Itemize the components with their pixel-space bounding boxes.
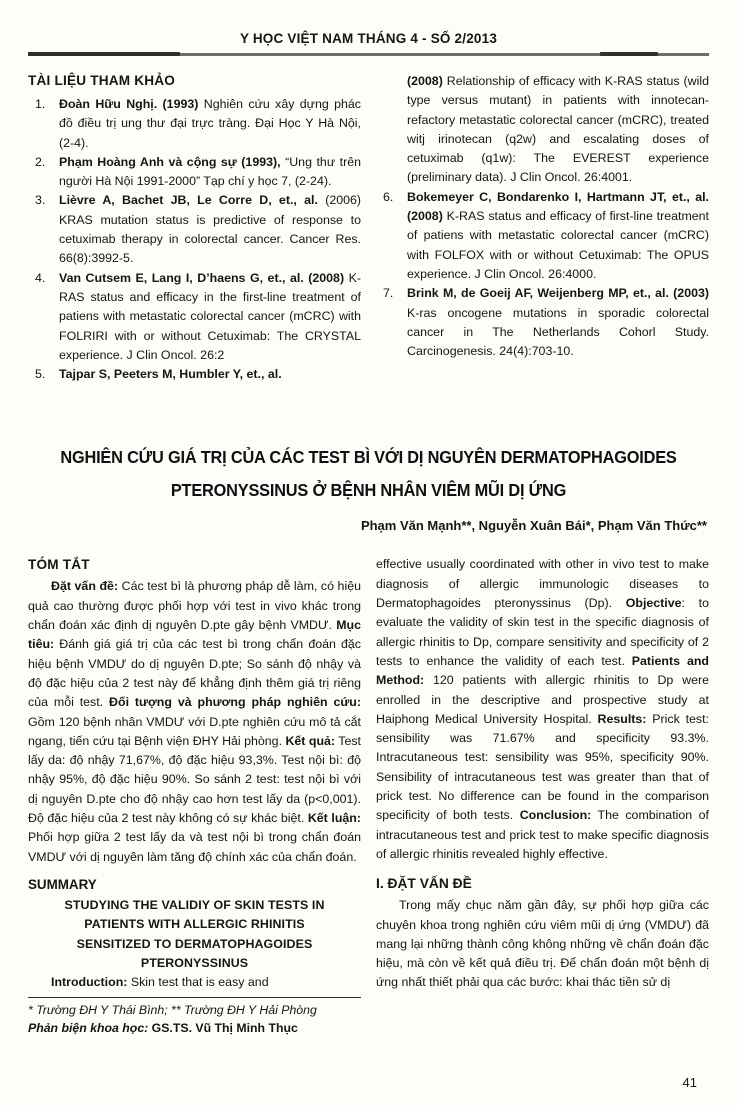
run-text: Đánh giá giá trị của các test bì trong chẩn đoán đặc hiệu bệnh VMDƯ do dị nguyên D.pte; So sánh độ nhậy và độ đặc hiệu của 2 test này để khẳng định thêm giá trị riêng của mỗi test.	[28, 637, 361, 710]
reference-item-5	[28, 365, 361, 384]
header-rule	[28, 53, 709, 56]
reference-number: 3.	[35, 193, 46, 208]
reference-number: 2.	[35, 154, 46, 169]
reference-year: (2008)	[407, 74, 443, 88]
reference-number: 1.	[35, 97, 46, 111]
page-number: 41	[682, 1075, 697, 1090]
run-text: effective usually coordinated with other in vivo test to make diagnosis of allergic immunologic diseases to Dermatophagoides pteronyssinus (Dp).	[376, 557, 709, 611]
reference-text	[59, 269, 361, 365]
footnote	[28, 997, 361, 1037]
run-label: Kết quả:	[285, 733, 336, 748]
reference-body-text: “Ung thư trên người Hà Nội 1991-2000” Tạp chí y học 7, (2-24).	[59, 154, 361, 189]
reference-number: 7.	[383, 286, 394, 301]
reference-author: Bokemeyer C, Bondarenko I, Hartmann JT, et., al. (2008)	[407, 189, 709, 224]
footnote-reviewer	[28, 1020, 361, 1038]
summary-subtitle-line-3: SENSITIZED TO DERMATOPHAGOIDES	[76, 936, 313, 951]
run-label: Mục tiêu:	[28, 618, 361, 652]
article-authors: Phạm Văn Mạnh**, Nguyễn Xuân Bái*, Phạm Văn Thức**	[360, 518, 707, 534]
reference-item-5-continuation	[376, 72, 709, 188]
run-label: Results:	[597, 711, 647, 726]
run-label: Objective	[625, 596, 682, 611]
article-title	[0, 441, 737, 507]
body-right-column	[376, 555, 709, 992]
run-label: Đặt vấn đề:	[51, 579, 119, 594]
summary-intro-line	[28, 973, 361, 992]
run-text: The combination of intracutaneous test and prick test to make specific diagnosis of allergic rhinitis revealed highly effective.	[376, 808, 709, 861]
reference-number: 6.	[383, 189, 394, 204]
reference-text	[59, 191, 361, 268]
reference-body-text: K-RAS status and efficacy of first-line treatment of patiens with metastatic colorectal cancer (mCRC) with FOLFOX with or without Cetuximab: The OPUS experience. J Clin Oncol. 26:4000.	[407, 209, 709, 281]
run-text: Phối hợp giữa 2 test lấy da và test nội bì trong chẩn đoán VMDƯ với dị nguyên làm tăng độ chính xác của chẩn đoán.	[28, 830, 361, 864]
references-right-column	[376, 56, 709, 361]
reference-body-text: Relationship of efficacy with K-RAS status (wild type versus mutant) in patients with innotecan-refactory metastatic colorectal cancer (mCRC), treated witj irinotecan (q2w) and escalating doses of cetuximab (q1w): The EVEREST experience (preliminary data). J Clin Oncol. 26:4001.	[407, 74, 709, 185]
run-text: : to evaluate the validity of skin test in the specific diagnosis of allergic rhinitis to Dp, compare sensitivity and specificity of 2 tests to enhance the validity of each test.	[376, 596, 710, 668]
run-label: Kết luận:	[307, 811, 361, 826]
article-title-line-2: PTERONYSSINUS Ở BỆNH NHÂN VIÊM MŨI DỊ ỨNG	[170, 480, 567, 501]
summary-subtitle-line-1: STUDYING THE VALIDIY OF SKIN TESTS IN	[64, 897, 325, 912]
reference-item-4	[28, 269, 361, 365]
reference-author: Phạm Hoàng Anh và cộng sự (1993),	[59, 154, 281, 169]
run-text: Test lấy da: độ nhậy 71,67%, độ đặc hiệu 93,3%. Test nội bì: độ nhậy 95%, độ đặc hiệu 90%. So sánh 2 test: test nội bì với dị nguyên D.pte cho độ nhậy cao hơn test lấy da (p<0,001). Độ đặc hiệu của 2 test này không có sự khác biệt.	[28, 733, 361, 826]
article-title-line-1: NGHIÊN CỨU GIÁ TRỊ CỦA CÁC TEST BÌ VỚI DỊ NGUYÊN DERMATOPHAGOIDES	[60, 447, 677, 468]
section-1-paragraph: Trong mấy chục năm gần đây, sự phối hợp giữa các chuyên khoa trong nghiên cứu viêm mũi dị ứng (VMDƯ) đã mang lại những thành công không những về chẩn đoán đặc hiệu, mà còn về kết quả điều trị. Để chẩn đoán một bệnh dị ứng nhất thiết phải qua các bước: khai thác tiền sử dị	[376, 898, 709, 990]
summary-subtitle-line-2: PATIENTS WITH ALLERGIC RHINITIS	[84, 917, 305, 932]
run-text: Skin test that is easy and	[127, 975, 269, 990]
reference-author: Tajpar S, Peeters M, Humbler Y, et., al.	[59, 367, 282, 382]
reference-body-text: (2006) KRAS mutation status is predictive of response to cetuximab therapy in colorectal cancer. Cancer Res. 66(8):3992-5.	[59, 193, 362, 266]
reference-author: Van Cutsem E, Lang I, D’haens G, et., al. (2008)	[59, 270, 345, 285]
run-label: Conclusion:	[519, 808, 592, 823]
reference-item-6	[376, 188, 709, 284]
reference-author: Lièvre A, Bachet JB, Le Corre D, et., al.	[59, 193, 318, 208]
reference-body-text: Nghiên cứu xây dựng phác đồ điều trị ung thư đại trực tràng. Đại Học Y Hà Nội, (2-4).	[59, 97, 361, 150]
run-text: Prick test: sensibility was 71.67% and specificity 93.3%. Intracutaneous test: sensibility was 95%, specificity 90%. Sensibility of intracutaneous test was greater than that of prick test. No difference can be found in the comparison specificity of both tests.	[376, 711, 709, 823]
journal-header-title: Y HỌC VIỆT NAM THÁNG 4 - SỐ 2/2013	[239, 31, 498, 46]
article-body	[0, 555, 737, 1037]
reference-text	[59, 365, 361, 384]
reference-item-3	[28, 191, 361, 268]
reference-text	[407, 188, 709, 284]
run-label: Đối tượng và phương pháp nghiên cứu:	[109, 695, 362, 710]
reference-text	[59, 95, 361, 153]
reference-body-text: K-RAS status and efficacy in the first-line treatment of patiens with metastatic colorectal cancer (mCRC) with FOLRIRI with or without Cetuximab: The CRYSTAL experience. J Clin Oncol. 26:2	[59, 270, 361, 362]
run-label: Patients and Method:	[376, 653, 709, 688]
section-1-heading: I. ĐẶT VẤN ĐỀ	[376, 876, 472, 892]
reference-author: Brink M, de Goeij AF, Weijenberg MP, et., al. (2003)	[407, 286, 709, 301]
tomtat-paragraph	[28, 577, 361, 866]
summary-continuation-paragraph	[376, 555, 709, 864]
run-text: Các test bì là phương pháp dễ làm, có hiệu quả cao thường được phối hợp với test in vivo khác trong chẩn đoán xác định dị nguyên D.pte gây bệnh VMDƯ.	[28, 579, 361, 633]
reference-item-1	[28, 95, 361, 153]
summary-heading: SUMMARY	[28, 876, 97, 892]
references-left-column	[28, 56, 361, 384]
footnote-reviewer-name: GS.TS. Vũ Thị Minh Thục	[148, 1020, 298, 1035]
references-section	[0, 56, 737, 384]
reference-body-text: K-ras oncogene mutations in sporadic colorectal cancer in The Netherlands Cohorl Study. Carcinogenesis. 24(4):703-10.	[407, 305, 709, 359]
reference-item-7	[376, 284, 709, 361]
reference-text	[407, 284, 709, 361]
footnote-reviewer-label: Phản biện khoa học:	[28, 1020, 149, 1035]
run-text: 120 patients with allergic rhinitis to Dp were enrolled in the descriptive and prospective study at Haiphong Medical University Hospital.	[376, 673, 709, 726]
reference-item-2	[28, 153, 361, 192]
reference-number: 5.	[35, 367, 46, 382]
reference-author: Đoàn Hữu Nghị. (1993)	[59, 97, 199, 111]
summary-subtitle	[28, 896, 361, 973]
footnote-affiliations: * Trường ĐH Y Thái Bình; ** Trường ĐH Y Hải Phòng	[28, 1003, 317, 1018]
reference-text	[59, 153, 361, 192]
header-rule-artifact-right	[600, 52, 658, 56]
references-heading: TÀI LIỆU THAM KHẢO	[28, 73, 176, 88]
body-left-column	[28, 555, 361, 1037]
run-text: Gồm 120 bệnh nhân VMDƯ với D.pte nghiên cứu mô tả cắt ngang, tiến cứu tại Bệnh viện ĐHY Hải phòng.	[28, 714, 361, 748]
tomtat-heading: TÓM TẮT	[28, 557, 90, 573]
summary-subtitle-line-4: PTERONYSSINUS	[140, 955, 249, 970]
header-rule-artifact-left	[28, 52, 180, 56]
run-label: Introduction:	[51, 975, 128, 990]
reference-number: 4.	[35, 270, 46, 285]
